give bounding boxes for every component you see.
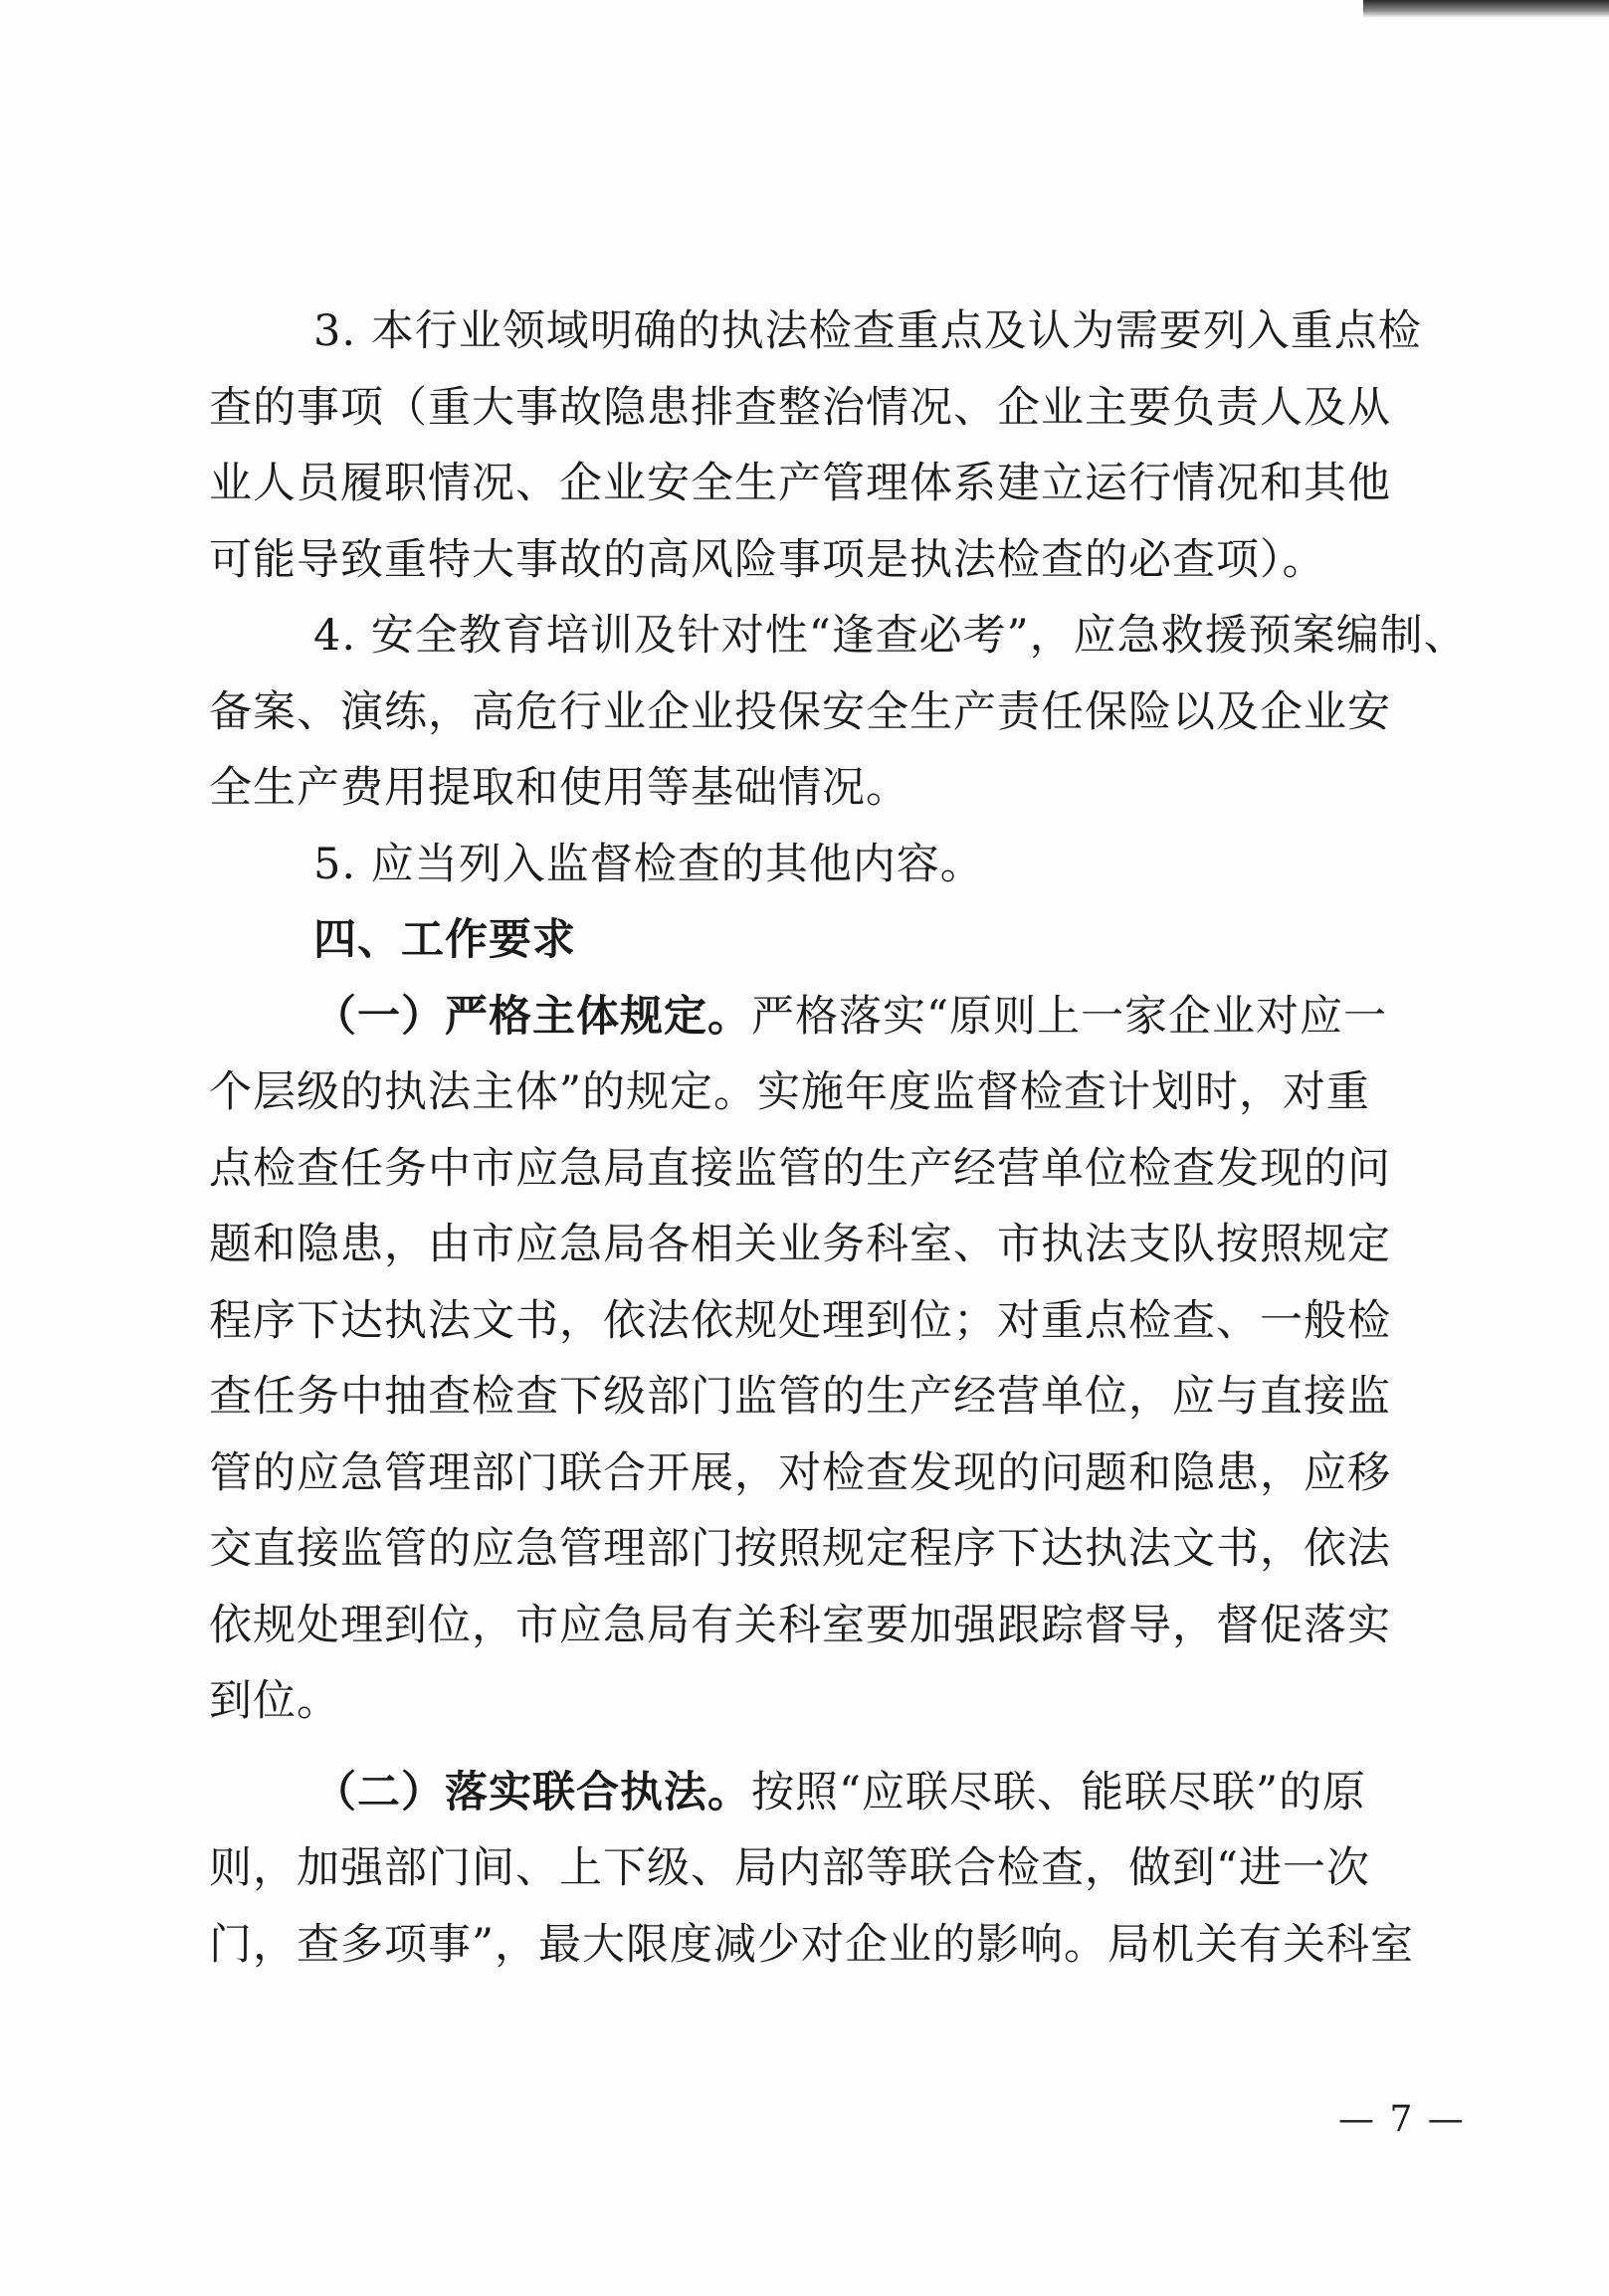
section-heading: 四、工作要求 xyxy=(313,915,576,965)
page-number: — 7 — xyxy=(1338,2099,1466,2140)
subsection-1-text: 严格落实“原则上一家企业对应一 xyxy=(751,991,1387,1042)
subsection-1-line-3: 点检查任务中市应急局直接监管的生产经营单位检查发现的问 xyxy=(209,1143,1391,1194)
subsection-1-line-9: 依规处理到位，市应急局有关科室要加强跟踪督导，督促落实 xyxy=(209,1600,1391,1650)
paragraph-3-line-1: 3. 本行业领域明确的执法检查重点及认为需要列入重点检 xyxy=(313,306,1422,356)
subsection-2-line-1 xyxy=(209,1755,1428,1831)
subsection-1-line-4: 题和隐患，由市应急局各相关业务科室、市执法支队按照规定 xyxy=(209,1220,1391,1269)
scan-edge-shadow xyxy=(1363,0,1609,18)
subsection-1-line-1 xyxy=(209,979,1428,1055)
paragraph-4-line-2: 备案、演练，高危行业企业投保安全生产责任保险以及企业安 xyxy=(209,686,1391,737)
subsection-1-line-6: 查任务中抽查检查下级部门监管的生产经营单位，应与直接监 xyxy=(209,1372,1391,1422)
subsection-1-line-7: 管的应急管理部门联合开展，对检查发现的问题和隐患，应移 xyxy=(209,1447,1391,1498)
paragraph-3-line-4: 可能导致重特大事故的高风险事项是执法检查的必查项）。 xyxy=(209,534,1326,585)
paragraph-3-line-3: 业人员履职情况、企业安全生产管理体系建立运行情况和其他 xyxy=(209,459,1391,508)
subsection-1-line-8: 交直接监管的应急管理部门按照规定程序下达执法文书，依法 xyxy=(209,1524,1391,1574)
paragraph-4-line-3: 全生产费用提取和使用等基础情况。 xyxy=(209,763,909,813)
paragraph-3-line-2: 查的事项（重大事故隐患排查整治情况、企业主要负责人及从 xyxy=(209,382,1391,433)
subsection-2-line-3: 门，查多项事”，最大限度减少对企业的影响。局机关有关科室 xyxy=(209,1919,1414,1970)
paragraph-5: 5. 应当列入监督检查的其他内容。 xyxy=(313,839,984,889)
subsection-1-line-10: 到位。 xyxy=(209,1676,340,1726)
body-text xyxy=(209,293,1468,1983)
subsection-2-line-2: 则，加强部门间、上下级、局内部等联合检查，做到“进一次 xyxy=(209,1843,1370,1893)
subsection-2-title: （二）落实联合执法。 xyxy=(313,1767,751,1818)
paragraph-gap xyxy=(209,1740,1428,1755)
paragraph-4-line-1: 4. 安全教育培训及针对性“逢查必考”，应急救援预案编制、 xyxy=(313,611,1468,661)
subsection-1-line-2: 个层级的执法主体”的规定。实施年度监督检查计划时，对重 xyxy=(209,1067,1370,1117)
subsection-1-title: （一）严格主体规定。 xyxy=(313,991,751,1042)
subsection-2-text: 按照“应联尽联、能联尽联”的原 xyxy=(751,1767,1366,1818)
subsection-1-line-5: 程序下达执法文书，依法依规处理到位；对重点检查、一般检 xyxy=(209,1295,1391,1346)
